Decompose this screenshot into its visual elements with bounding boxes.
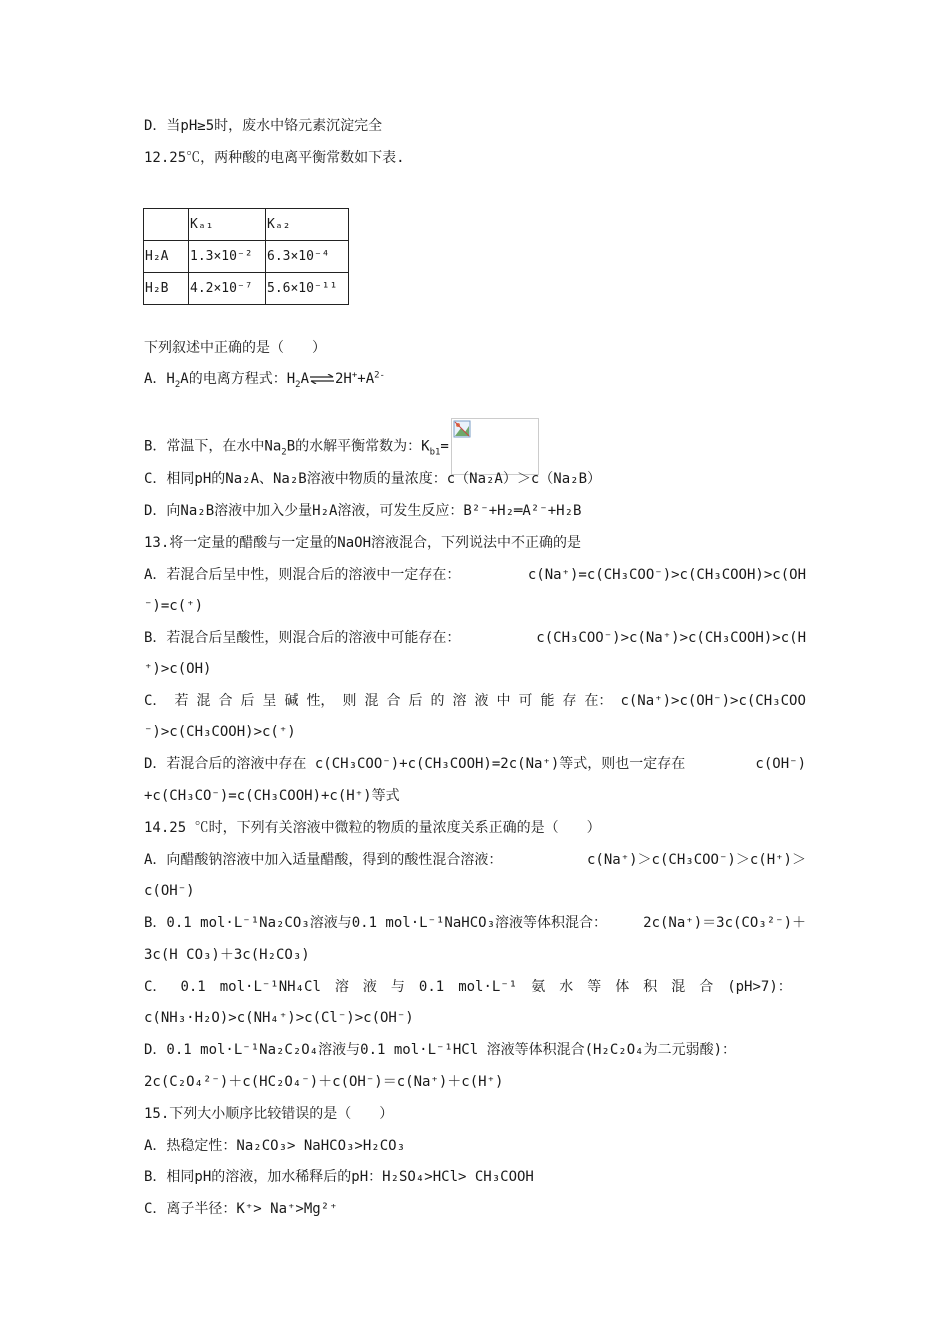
text-run: 合 [386,693,401,709]
text-run: 混 [671,979,686,995]
text-run: 后 [240,693,255,709]
q13-option-d-line1 [144,754,806,774]
text-run: C． [144,979,167,995]
text-run: 中 [496,693,511,709]
q12-option-c: C．相同pH的Na₂A、Na₂B溶液中物质的量浓度：c（Na₂A）＞c（Na₂B） [144,471,602,487]
q14-stem: 14.25 ℃时，下列有关溶液中微粒的物质的量浓度关系正确的是（ ） [144,820,601,836]
equilibrium-arrow-icon [309,374,335,384]
table-cell: 5.6×10⁻¹¹ [266,273,349,305]
text-run: 0.1 [418,979,445,995]
subscript: 2 [295,379,301,390]
text-run: mol·L⁻¹NH₄Cl [219,979,321,995]
subscript: 2 [174,379,181,390]
text-run: 后 [408,693,423,709]
q12-option-b [144,418,539,475]
text-run: 积 [643,979,658,995]
q12-prompt: 下列叙述中正确的是（ ） [144,340,326,356]
text-run: 存 [562,693,577,709]
text-run: 混 [364,693,379,709]
text-run: +A [357,371,375,387]
q13-stem: 13.将一定量的醋酸与一定量的NaOH溶液混合，下列说法中不正确的是 [144,535,581,551]
text-run: 体 [615,979,630,995]
text-run: B．常温下，在水中Na [144,438,282,455]
text-run: D．若混合后的溶液中存在 c(CH₃COO⁻)+c(CH₃COOH)=2c(Na⁺)等式，则也一定存在 [144,756,686,772]
q14-option-b-line2: 3c(H CO₃)＋3c(H₂CO₃) [144,947,310,963]
text-run: c(CH₃COO⁻)>c(Na⁺)>c(CH₃COOH)>c(H [536,630,806,646]
text-run: 可 [518,693,533,709]
text-run: A [300,371,309,387]
text-run: B的水解平衡常数为：K [286,438,430,455]
text-run: C． [144,693,167,709]
q14-option-c-line2: c(NH₃·H₂O)>c(NH₄⁺)>c(Cl⁻)>c(OH⁻) [144,1010,414,1026]
text-run: 合 [218,693,233,709]
q14-option-c-line1 [144,977,806,997]
text-run: A．H [144,371,175,387]
q13-option-b-line2: ⁺)>c(OH) [144,661,212,677]
text-run: c(OH⁻) [755,756,806,772]
subscript: b1 [429,447,441,458]
text-run: 性， [306,693,335,709]
q15-option-a: A．热稳定性：Na₂CO₃> NaHCO₃>H₂CO₃ [144,1138,406,1154]
table-cell: 6.3×10⁻⁴ [266,241,349,273]
q14-option-a-line2: c(OH⁻) [144,883,195,899]
q15-option-b: B．相同pH的溶液，加水稀释后的pH：H₂SO₄>HCl> CH₃COOH [144,1169,534,1185]
q13-option-a-line1 [144,565,806,585]
table-cell: Kₐ₁ [189,209,266,241]
text-run: D．0.1 mol·L⁻¹Na₂C₂O₄溶液与0.1 mol·L⁻¹HCl 溶液等体积混合(H₂C₂O₄为二元弱酸)： [144,1042,737,1058]
q14-option-a-line1 [144,850,806,870]
broken-image-icon [453,420,471,438]
q13-option-c-line1 [144,691,806,711]
q12-option-a [144,369,385,389]
text-run: 溶 [334,979,349,995]
formula-image-placeholder [451,418,539,475]
text-run: = [440,438,449,455]
q13-option-d-line2: +c(CH₃CO⁻)=c(CH₃COOH)+c(H⁺)等式 [144,788,400,804]
subscript: 2 [281,447,287,458]
text-run: 若 [174,693,189,709]
text-run: A的电离方程式：H [180,371,296,387]
table-row [144,209,349,241]
text-run: (pH>7)： [727,979,792,995]
text-run: B．若混合后呈酸性，则混合后的溶液中可能存在： [144,630,461,646]
table-cell: H₂B [144,273,189,305]
text-run: 与 [390,979,405,995]
text-run: B．0.1 mol·L⁻¹Na₂CO₃溶液与0.1 mol·L⁻¹NaHCO₃溶液等体积混合： [144,915,608,931]
text-run: mol·L⁻¹ [458,979,518,995]
q13-option-b-line1 [144,628,806,648]
text-run: A．若混合后呈中性，则混合后的溶液中一定存在： [144,567,461,583]
q15-stem: 15.下列大小顺序比较错误的是（ ） [144,1106,394,1122]
text-run: 等 [587,979,602,995]
table-cell: 1.3×10⁻² [189,241,266,273]
table-cell: 4.2×10⁻⁷ [189,273,266,305]
text-run: 0.1 [180,979,206,995]
text-run: 2H [335,371,352,387]
table-cell: H₂A [144,241,189,273]
text-run: A．向醋酸钠溶液中加入适量醋酸，得到的酸性混合溶液： [144,852,503,868]
q15-option-c: C．离子半径：K⁺> Na⁺>Mg²⁺ [144,1201,338,1217]
text-run: c(Na⁺)>c(OH⁻)>c(CH₃COO [620,693,806,709]
superscript: + [351,370,358,381]
q13-option-a-line2: ⁻)=c(⁺) [144,598,204,614]
q14-option-d-line2: 2c(C₂O₄²⁻)＋c(HC₂O₄⁻)＋c(OH⁻)＝c(Na⁺)＋c(H⁺) [144,1074,504,1090]
q11-option-d: D．当pH≥5时，废水中铬元素沉淀完全 [144,118,383,134]
q12-stem: 12.25℃，两种酸的电离平衡常数如下表. [144,150,405,166]
text-run: 混 [196,693,211,709]
text-run: 在： [584,693,613,709]
text-run: c(Na⁺)＞c(CH₃COO⁻)＞c(H⁺)＞ [586,852,806,868]
q14-option-d-line1 [144,1040,806,1060]
text-run: 的 [430,693,445,709]
text-run: 呈 [262,693,277,709]
text-run: 2c(Na⁺)＝3c(CO₃²⁻)＋ [643,915,806,931]
table-cell: Kₐ₂ [266,209,349,241]
table-row [144,241,349,273]
q14-option-b-line1 [144,913,806,933]
q13-option-c-line2: ⁻)>c(CH₃COOH)>c(⁺) [144,724,296,740]
q12-option-d: D．向Na₂B溶液中加入少量H₂A溶液，可发生反应：B²⁻+H₂═A²⁻+H₂B [144,503,582,519]
text-run: 碱 [284,693,299,709]
table-cell [144,209,189,241]
table-row [144,273,349,305]
superscript: 2- [374,370,385,381]
text-run: 溶 [452,693,467,709]
text-run: 氨 [531,979,546,995]
text-run: 能 [540,693,555,709]
text-run: c(Na⁺)=c(CH₃COO⁻)>c(CH₃COOH)>c(OH [527,567,806,583]
text-run: 液 [474,693,489,709]
text-run: 合 [699,979,714,995]
text-run: 水 [559,979,574,995]
text-run: 液 [362,979,377,995]
text-run: 则 [342,693,357,709]
ka-table [143,208,349,305]
